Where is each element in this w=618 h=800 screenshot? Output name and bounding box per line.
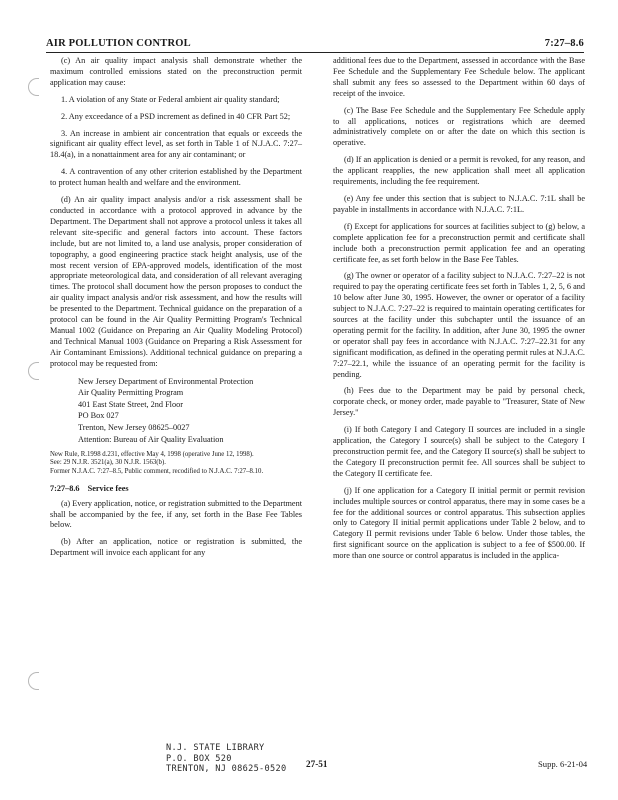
page-number: 27-51 (306, 759, 328, 769)
right-column (333, 56, 585, 568)
address-line: Trenton, New Jersey 08625–0027 (78, 422, 190, 432)
library-stamp (166, 743, 286, 775)
history-line: See: 29 N.J.R. 3521(a), 30 N.J.R. 1563(b). (50, 459, 166, 467)
left-column (50, 56, 302, 565)
list-item-c4: 4. A contravention of any other criterion established by the Department to protect human health and welfare and the environment. (50, 167, 302, 188)
paragraph-g: (g) The owner or operator of a facility subject to N.J.A.C. 7:27–22 is not required to pay the operating certificate fees set forth in Tables 1, 2, 5, 6 and 10 below after June 30, 1995. However, the owner or operator of a facility subject to N.J.A.C. 7:27–22 is required to maintain operating certificates for sources at the facility under this subchapter until the issuance of an operating permit for the facility. In addition, after June 30, 1995 the owner or operator shall pay fees in accordance with N.J.A.C. 7:27–22.31 for any significant modification, as defined in the operating permit rules at N.J.A.C. 7:27–22.1, while the issuance of an operating permit for the facility is pending. (333, 271, 585, 379)
history-line: Former N.J.A.C. 7:27–8.5, Public comment, recodified to N.J.A.C. 7:27–8.10. (50, 467, 264, 475)
stamp-line: P.O. BOX 520 (166, 753, 232, 764)
list-item-c1: 1. A violation of any State or Federal ambient air quality standard; (61, 94, 280, 104)
paragraph-a: (a) Every application, notice, or registration submitted to the Department shall be accompanied by the fee, if any, set forth in the Base Fee Tables below. (50, 498, 302, 530)
paragraph-b-continued: additional fees due to the Department, assessed in accordance with the Base Fee Schedule and the Supplementary Fee Schedule below. The applicant shall submit any fees so assessed to the Department within 60 days of receipt of the invoice. (333, 56, 585, 98)
running-header (46, 38, 584, 49)
rule-history (50, 451, 302, 476)
paragraph-d: (d) If an application is denied or a permit is revoked, for any reason, and the applicant reapplies, the new application shall meet all application requirements, including the fee requirement. (333, 155, 585, 187)
address-line: PO Box 027 (78, 411, 119, 421)
paragraph-j: (j) If one application for a Category II initial permit or permit revision includes multiple sources or control apparatus, there may in some cases be a fee for the additional sources or control apparatus. This subsection applies only to Category II initial permit applications under Table 2 below, and to Category II permit revisions under Table 6 below. Under those tables, the first significant source on the application is subject to a fee of $500.00. If more than one source or control apparatus is included in the applica- (333, 485, 585, 561)
header-section: 7:27–8.6 (544, 38, 584, 49)
address-line: Attention: Bureau of Air Quality Evaluation (78, 434, 224, 444)
supplement-date: Supp. 6-21-04 (538, 759, 588, 769)
stamp-line: TRENTON, NJ 08625-0520 (166, 764, 287, 775)
section-heading (50, 484, 302, 495)
header-rule (46, 52, 584, 53)
punch-hole-mark (28, 672, 39, 690)
list-item-c2: 2. Any exceedance of a PSD increment as defined in 40 CFR Part 52; (61, 111, 291, 121)
paragraph-b: (b) After an application, notice or registration is submitted, the Department will invoice each applicant for any (50, 537, 302, 558)
paragraph-h: (h) Fees due to the Department may be paid by personal check, corporate check, or money order, made payable to "Treasurer, State of New Jersey." (333, 386, 585, 418)
list-item-c3: 3. An increase in ambient air concentration that equals or exceeds the significant air quality effect level, as set forth in Table 1 of N.J.A.C. 7:27–18.4(a), in a nonattainment area for any air contaminant; or (50, 128, 302, 160)
address-line: New Jersey Department of Environmental Protection (78, 376, 254, 386)
paragraph-i: (i) If both Category I and Category II sources are included in a single application, the Category I source(s) shall be subject to the Category I preconstruction permit fee, and the Category II source(s) shall be subject to the Category II preconstruction permit fee. All sources shall be subject to the Category II certificate fee. (333, 425, 585, 478)
stamp-line: N.J. STATE LIBRARY (166, 743, 265, 753)
paragraph-c: (c) An air quality impact analysis shall demonstrate whether the maximum controlled emissions stated on the preconstruction permit application may cause: (50, 56, 302, 87)
paragraph-c: (c) The Base Fee Schedule and the Supplementary Fee Schedule apply to all applications, notices or registrations which are deemed administratively complete on or after the date on which this section is operative. (333, 105, 585, 148)
paragraph-e: (e) Any fee under this section that is subject to N.J.A.C. 7:1L shall be payable in installments in accordance with N.J.A.C. 7:1L. (333, 193, 585, 214)
address-line: 401 East State Street, 2nd Floor (78, 399, 183, 409)
paragraph-f: (f) Except for applications for sources at facilities subject to (g) below, a complete application fee for a preconstruction permit and certificate shall include both a preconstruction permit application fee and an operating certificate fee, as set forth below in the Base Fee Tables. (333, 221, 585, 264)
header-title: AIR POLLUTION CONTROL (46, 38, 191, 49)
section-number: 7:27–8.6 (50, 483, 80, 493)
address-line: Air Quality Permitting Program (78, 388, 184, 398)
section-title: Service fees (87, 483, 129, 493)
history-line: New Rule, R.1998 d.231, effective May 4, 1998 (operative June 12, 1998). (50, 451, 254, 459)
punch-hole-mark (28, 362, 39, 380)
paragraph-d: (d) An air quality impact analysis and/or a risk assessment shall be conducted in accordance with a protocol approved in advance by the Department. The Department shall not approve a protocol unless it takes all relevant site-specific and general factors into account. These factors include, but are not limited to, a land use analysis, proper consideration of topography, a good engineering practice stack height analysis, use of the most recent version of EPA-approved models, identification of the most appropriate meteorological data, and consideration of all relevant averaging times. The protocol shall document how the person proposes to conduct the air quality impact analysis and/or risk assessment, and how the results will be presented to the Department. Technical guidance on the preparation of a protocol can be found in the Air Quality Permitting Program's Technical Manual 1002 (Guidance on Preparing an Air Quality Modeling Protocol) and Technical Manual 1003 (Guidance on Preparing a Risk Assessment for Air Contaminant Emissions). Additional technical guidance on preparing a protocol may be requested from: (50, 195, 302, 368)
mailing-address (78, 376, 302, 446)
punch-hole-mark (28, 78, 39, 96)
